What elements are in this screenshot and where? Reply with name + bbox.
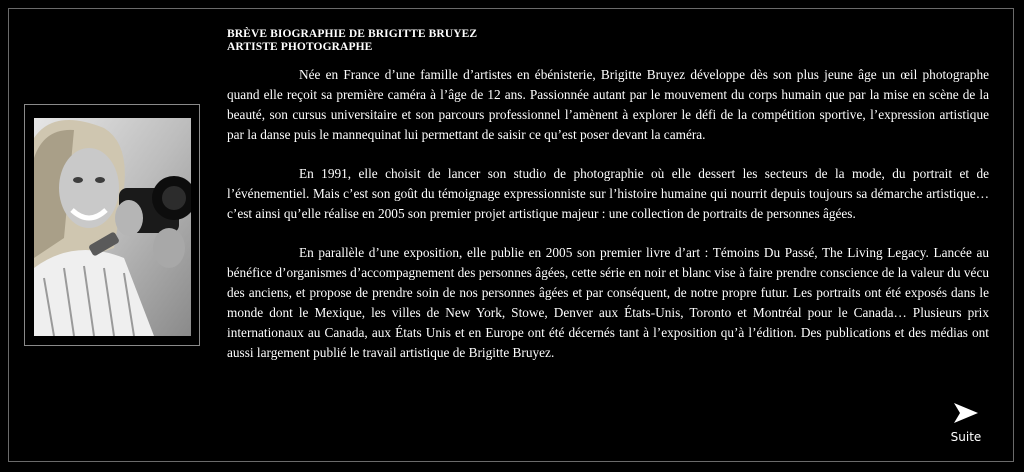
page-subtitle: ARTISTE PHOTOGRAPHE [227, 41, 373, 53]
bio-paragraph-text: En parallèle d’une exposition, elle publie en 2005 son premier livre d’art : Témoins Du Passé, The Living Legacy. Lancée au bénéfice d’organismes d’accompagnement des personnes âgées, cette série en noir et blanc vise à faire prendre conscience de la valeur du vécu des anciens, et propose de prendre soin de nos personnes âgées et par conséquent, de notre propre futur. Les portraits ont été exposés dans le monde dont le Mexique, les villes de New York, Stowe, Denver aux États-Unis, Toronto et Montréal pour le Canada… Plusieurs prix internationaux au Canada, aux États Unis et en Europe ont été décernés tant à l’exposition qu’à l’édition. Des publications et des médias ont aussi largement publié le travail artistique de Brigitte Bruyez. [227, 245, 989, 360]
portrait-photo [34, 118, 191, 336]
next-page-button[interactable] [940, 402, 992, 446]
arrow-right-icon[interactable] [953, 402, 979, 424]
portrait-frame [24, 104, 200, 346]
page-title: BRÈVE BIOGRAPHIE DE BRIGITTE BRUYEZ [227, 28, 478, 40]
bio-paragraph [227, 65, 989, 145]
biography-section [227, 28, 989, 363]
bio-paragraph-text: Née en France d’une famille d’artistes en ébénisterie, Brigitte Bruyez développe dès son plus jeune âge un œil photographe quand elle reçoit sa première caméra à l’âge de 12 ans. Passionnée autant par le mouvement du corps humain que par la mise en scène de la beauté, son cursus universitaire et son parcours professionnel l’amènent à explorer le défi de la compétition sportive, l’expression artistique par la danse puis le mannequinat lui permettant de saisir ce qu’est poser devant la caméra. [227, 67, 989, 142]
bio-paragraph-text: En 1991, elle choisit de lancer son studio de photographie où elle dessert les secteurs de la mode, du portrait et de l’événementiel. Mais c’est son goût du témoignage expressionniste sur l’histoire humaine qui nourrit depuis toujours sa démarche artistique… c’est ainsi qu’elle réalise en 2005 son premier projet artistique majeur : une collection de portraits de personnes âgées. [227, 166, 989, 221]
bio-paragraph [227, 164, 989, 224]
next-page-label[interactable]: Suite [950, 430, 982, 444]
bio-paragraph [227, 243, 989, 363]
